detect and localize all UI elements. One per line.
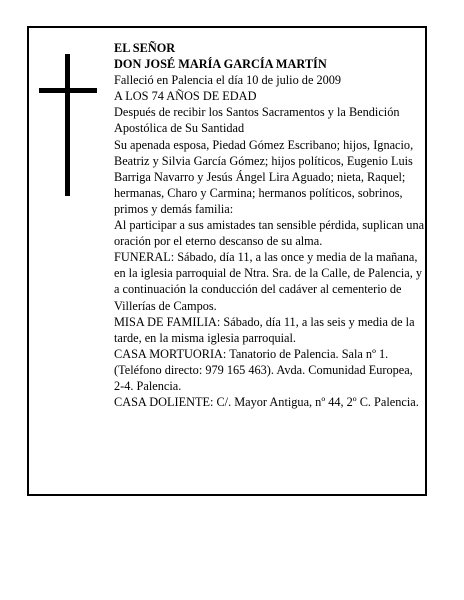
title-line-2: DON JOSÉ MARÍA GARCÍA MARTÍN (114, 57, 327, 72)
mass-paragraph: MISA DE FAMILIA: Sábado, día 11, a las seis y media de la tarde, en la misma iglesia parroquial. (114, 314, 415, 345)
death-line: Falleció en Palencia el día 10 de julio de 2009 (114, 73, 342, 88)
prayer-paragraph: Al participar a sus amistades tan sensible pérdida, suplican una oración por el eterno descanso de su alma. (114, 218, 425, 249)
family-paragraph: Su apenada esposa, Piedad Gómez Escribano; hijos, Ignacio, Beatriz y Silvia García Gómez; hijos políticos, Eugenio Luis Barriga Navarro y Jesús Ángel Lira Aguado; nieta, Raquel; hermanas, Charo y Carmina; hermanos políticos, sobrinos, primos y demás familia: (114, 137, 414, 216)
obituary-text (114, 40, 426, 410)
cross-icon-arm (39, 88, 97, 93)
cross-icon (65, 54, 70, 196)
title-line-1: EL SEÑOR (114, 41, 176, 55)
sacraments-paragraph: Después de recibir los Santos Sacramentos y la Bendición Apostólica de Su Santidad (114, 105, 400, 136)
age-line: A LOS 74 AÑOS DE EDAD (114, 89, 257, 104)
home-paragraph: CASA DOLIENTE: C/. Mayor Antigua, nº 44, 2º C. Palencia. (114, 395, 419, 410)
funeral-paragraph: FUNERAL: Sábado, día 11, a las once y media de la mañana, en la iglesia parroquial de Ntra. Sra. de la Calle, de Palencia, y a continuación la conducción del cadáver al cementerio de Villerías de Campos. (114, 250, 422, 313)
mortuary-paragraph: CASA MORTUORIA: Tanatorio de Palencia. Sala nº 1. (Teléfono directo: 979 165 463). Avda. Comunidad Europea, 2-4. Palencia. (114, 346, 413, 393)
